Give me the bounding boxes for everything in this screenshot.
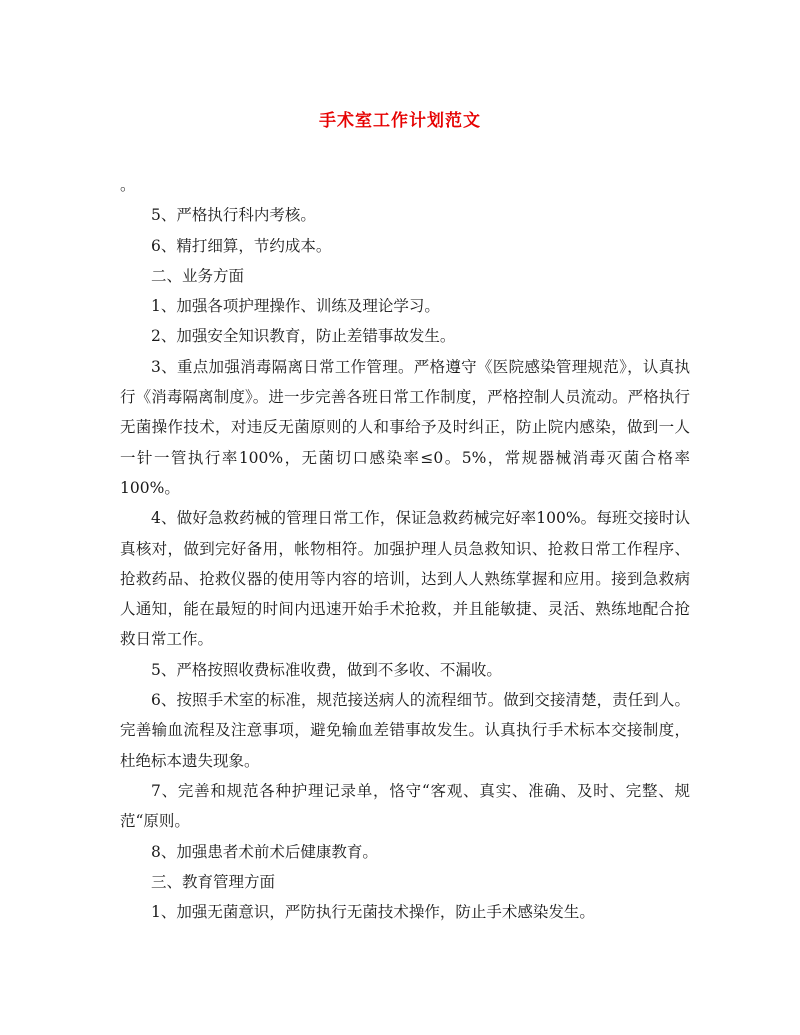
paragraph: 1、加强各项护理操作、训练及理论学习。 [151, 297, 440, 316]
paragraph: 6、按照手术室的标准，规范接送病人的流程细节。做到交接清楚，责任到人。完善输血流程及注意事项，避免输血差错事故发生。认真执行手术标本交接制度，杜绝标本遗失现象。 [120, 691, 690, 770]
paragraph: 3、重点加强消毒隔离日常工作管理。严格遵守《医院感染管理规范》，认真执行《消毒隔离制度》。进一步完善各班日常工作制度，严格控制人员流动。严格执行无菌操作技术，对违反无菌原则的人和事给予及时纠正，防止院内感染，做到一人一针一管执行率100%，无菌切口感染率≤0。5%，常规器械消毒灭菌合格率100%。 [120, 357, 690, 497]
paragraph: 5、严格执行科内考核。 [151, 206, 316, 225]
paragraph-fragment: 。 [120, 176, 136, 194]
document-body [120, 170, 690, 927]
paragraph: 8、加强患者术前术后健康教育。 [151, 842, 378, 861]
paragraph: 4、做好急救药械的管理日常工作，保证急救药械完好率100%。每班交接时认真核对，做到完好备用，帐物相符。加强护理人员急救知识、抢救日常工作程序、抢救药品、抢救仪器的使用等内容的培训，达到人人熟练掌握和应用。接到急救病人通知，能在最短的时间内迅速开始手术抢救，并且能敏捷、灵活、熟练地配合抢救日常工作。 [120, 509, 690, 649]
paragraph: 1、加强无菌意识，严防执行无菌技术操作，防止手术感染发生。 [151, 903, 595, 922]
document-title: 手术室工作计划范文 [319, 111, 481, 131]
section-heading: 三、教育管理方面 [151, 872, 276, 891]
paragraph: 5、严格按照收费标准收费，做到不多收、不漏收。 [151, 660, 502, 679]
paragraph: 7、完善和规范各种护理记录单，恪守“客观、真实、准确、及时、完整、规范“原则。 [120, 781, 690, 831]
section-heading: 二、业务方面 [151, 266, 245, 285]
paragraph: 6、精打细算，节约成本。 [151, 236, 332, 255]
paragraph: 2、加强安全知识教育，防止差错事故发生。 [151, 327, 456, 346]
